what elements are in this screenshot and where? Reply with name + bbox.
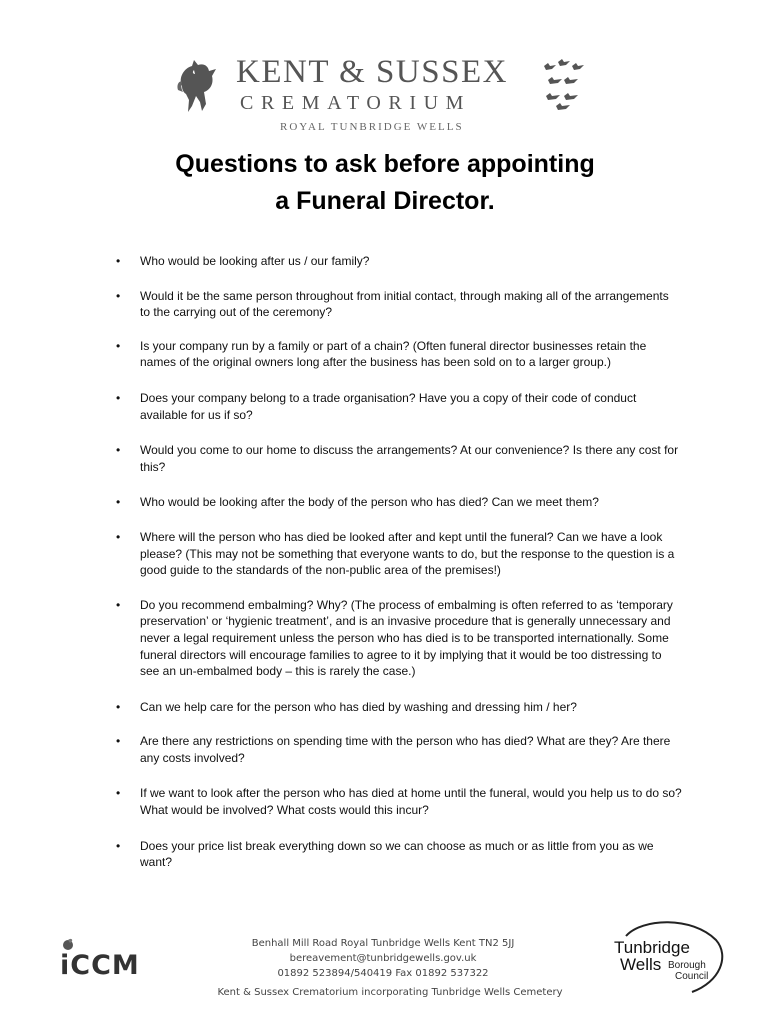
title-line-1: Questions to ask before appointing — [175, 150, 595, 178]
question-item — [0, 288, 770, 321]
question-item — [0, 442, 770, 475]
bullet-icon: • — [116, 495, 121, 510]
address-line: Benhall Mill Road Royal Tunbridge Wells Kent TN2 5JJ — [251, 938, 515, 949]
bullet-icon: • — [116, 597, 121, 612]
crematorium-location: ROYAL TUNBRIDGE WELLS — [280, 121, 464, 133]
bullet-icon: • — [116, 443, 121, 458]
question-text: If we want to look after the person who has died at home until the funeral, would you help us to do so? What would be involved? What costs would this incur? — [140, 786, 682, 818]
question-text: Is your company run by a family or part of a chain? (Often funeral director businesses retain the names of the original owners long after the business has been sold on to a larger group.) — [140, 338, 647, 370]
question-text: Where will the person who has died be looked after and kept until the funeral? Can we have a look please? (This may not be something that everyone wants to do, but the response to the question is a good guide to the standards of the non-public area of the premises!) — [140, 529, 675, 578]
martlets-icon — [538, 58, 588, 112]
white-horse-icon — [174, 56, 226, 114]
question-text: Who would be looking after us / our family? — [140, 254, 370, 268]
question-text: Would it be the same person throughout from initial contact, through making all of the arrangements to the carrying out of the ceremony? — [140, 288, 669, 320]
question-item — [0, 338, 770, 371]
question-item — [0, 253, 770, 270]
footer-note: Kent & Sussex Crematorium incorporating Tunbridge Wells Cemetery — [217, 987, 563, 998]
council-logo-line-3: Borough — [668, 960, 706, 971]
question-text: Are there any restrictions on spending time with the person who has died? What are they? Are there any costs involved? — [140, 734, 671, 765]
bullet-icon: • — [116, 338, 121, 353]
bullet-icon: • — [116, 838, 121, 853]
bullet-icon: • — [116, 786, 121, 801]
crematorium-header — [0, 48, 770, 138]
iccm-logo-text: iCCM — [60, 950, 140, 981]
question-list — [0, 253, 770, 871]
contact-block — [228, 936, 538, 981]
council-logo-line-2: Wells — [620, 955, 662, 974]
crematorium-subtitle: CREMATORIUM — [240, 92, 472, 114]
question-item — [0, 733, 770, 766]
question-text: Do you recommend embalming? Why? (The process of embalming is often referred to as ‘temporary preservation’ or ‘hygienic treatment’, and is an invasive procedure that is generally unnecessary and never a legal requirement unless the person who has died is to be transported internationally. Some funeral directors will encourage families to agree to it by implying that it would be too distressing to see an un-embalmed body – this is rarely the case.) — [140, 597, 673, 679]
question-item — [0, 785, 770, 818]
page-title — [0, 146, 770, 220]
title-line-2: a Funeral Director. — [275, 187, 495, 215]
question-item — [0, 529, 770, 579]
question-item — [0, 494, 770, 511]
bullet-icon: • — [116, 699, 121, 714]
email-line: bereavement@tunbridgewells.gov.uk — [289, 953, 477, 964]
question-text: Would you come to our home to discuss the arrangements? At our convenience? Is there any cost for this? — [140, 443, 679, 474]
crematorium-name: KENT & SUSSEX — [236, 54, 508, 90]
bullet-icon: • — [116, 288, 121, 303]
question-item — [0, 597, 770, 680]
bullet-icon: • — [116, 529, 121, 544]
bullet-icon: • — [116, 734, 121, 749]
question-text: Who would be looking after the body of the person who has died? Can we meet them? — [140, 495, 599, 510]
question-text: Does your company belong to a trade organisation? Have you a copy of their code of conduct available for us if so? — [140, 390, 637, 422]
question-item — [0, 390, 770, 423]
question-item — [0, 838, 770, 871]
bullet-icon: • — [116, 254, 121, 268]
phone-line: 01892 523894/540419 Fax 01892 537322 — [277, 968, 489, 979]
council-logo-line-4: Council — [675, 971, 709, 982]
question-text: Does your price list break everything down so we can choose as much or as little from you as we want? — [140, 838, 654, 870]
bullet-icon: • — [116, 390, 121, 405]
question-text: Can we help care for the person who has died by washing and dressing him / her? — [140, 699, 577, 714]
question-item — [0, 699, 770, 716]
council-logo-line-1: Tunbridge — [614, 938, 690, 957]
